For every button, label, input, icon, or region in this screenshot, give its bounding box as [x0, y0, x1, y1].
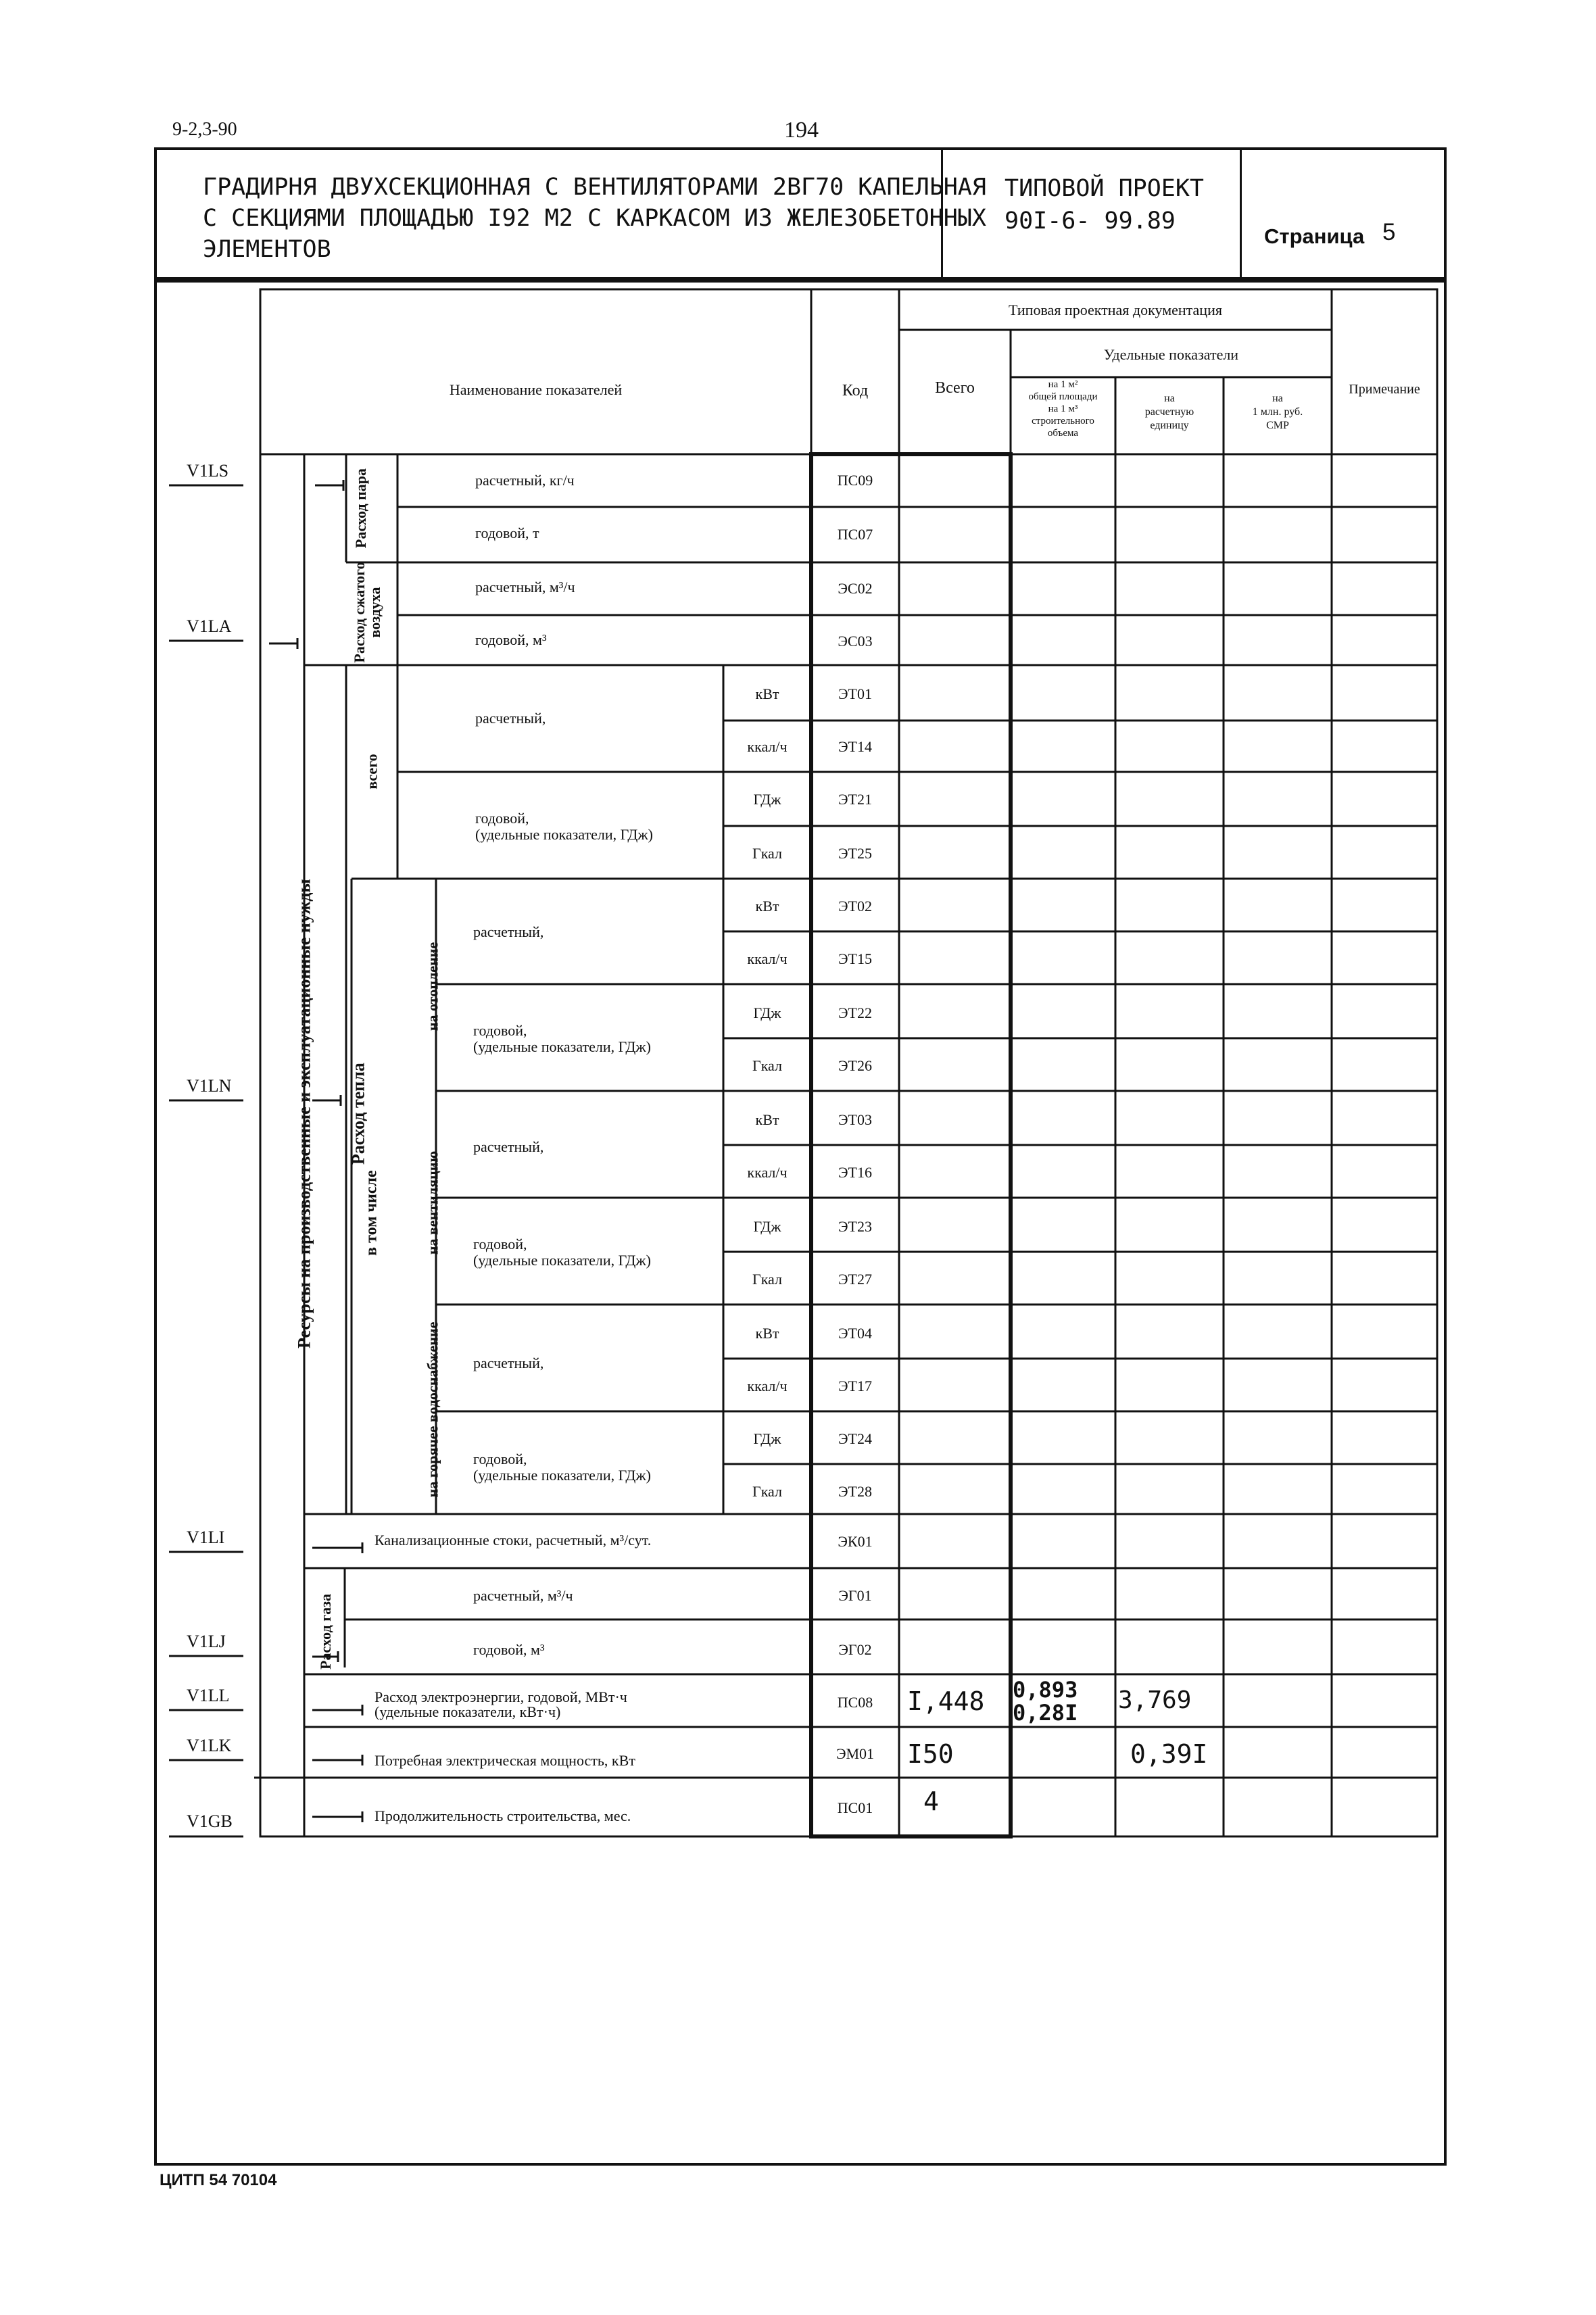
row-vent-year-l2: (удельные показатели, ГДж) [473, 1252, 651, 1269]
row-total-calc: расчетный, [475, 710, 546, 727]
row-air-calc: расчетный, м³/ч [475, 579, 575, 595]
code-et17: ЭТ17 [838, 1378, 872, 1394]
per-area-l2: общей площади [1028, 391, 1098, 402]
row-vent-calc: расчетный, [473, 1138, 544, 1155]
code-eg01: ЭГ01 [838, 1587, 872, 1604]
side-code-v1ll: V1LL [187, 1686, 230, 1705]
side-code-v1la: V1LA [187, 616, 232, 636]
side-code-v1li: V1LI [187, 1528, 225, 1547]
value-duration-total: 4 [923, 1786, 939, 1816]
row-hw-year-l2: (удельные показатели, ГДж) [473, 1467, 651, 1484]
per-area-l5: объема [1047, 428, 1079, 439]
per-area-l1: на 1 м² [1048, 379, 1078, 390]
unit-kcal-3: ккал/ч [747, 1164, 788, 1181]
per-mln-l3: СМР [1266, 420, 1289, 431]
unit-kw-4: кВт [755, 1325, 779, 1342]
unit-gj-3: ГДж [753, 1218, 781, 1235]
row-gas-calc: расчетный, м³/ч [473, 1587, 573, 1604]
col-name-header: Наименование показателей [449, 381, 623, 398]
group-resources: Ресурсы на производственные и эксплуатационные нужды [294, 879, 314, 1348]
code-et03: ЭТ03 [838, 1111, 872, 1128]
page-number: 194 [784, 118, 819, 143]
row-elec-l1: Расход электроэнергии, годовой, МВт·ч [374, 1688, 627, 1705]
group-air-label: Расход сжатого воздуха [351, 562, 384, 663]
side-code-v1lj: V1LJ [187, 1632, 226, 1651]
col-docs-header: Типовая проектная документация [1009, 301, 1222, 318]
side-code-v1lk: V1LK [187, 1736, 232, 1755]
page-value: 5 [1382, 219, 1396, 245]
footer-code: ЦИТП 54 70104 [160, 2171, 277, 2189]
title-line-3: ЭЛЕМЕНТОВ [203, 236, 331, 263]
code-et15: ЭТ15 [838, 950, 872, 967]
group-steam-label: Расход пара [352, 468, 369, 548]
group-hot-water: на горячее водоснабжение [424, 1321, 441, 1498]
unit-gcal-4: Гкал [752, 1483, 782, 1500]
value-elec-area-1: 0,893 [1013, 1677, 1078, 1703]
code-et28: ЭТ28 [838, 1483, 872, 1500]
code-et01: ЭТ01 [838, 685, 872, 702]
group-ventilation: на вентиляцию [424, 1150, 441, 1255]
row-vent-year-l1: годовой, [473, 1236, 527, 1252]
col-code-header: Код [842, 382, 869, 399]
row-steam-year: годовой, т [475, 525, 539, 541]
row-total-year-l2: (удельные показатели, ГДж) [475, 826, 653, 843]
group-incl: в том числе [362, 1170, 381, 1256]
group-steam [353, 454, 391, 562]
code-et27: ЭТ27 [838, 1271, 872, 1288]
code-et24: ЭТ24 [838, 1430, 872, 1447]
code-eg02: ЭГ02 [838, 1641, 872, 1658]
value-elec-total: I,448 [907, 1686, 985, 1716]
unit-gj-4: ГДж [753, 1430, 781, 1447]
per-area-l4: строительного [1032, 416, 1094, 427]
code-ek01: ЭК01 [838, 1533, 873, 1550]
group-heat: Расход тепла [348, 1063, 368, 1165]
row-elec-l2: (удельные показатели, кВт·ч) [374, 1703, 561, 1720]
per-unit-l2: расчетную [1144, 406, 1194, 418]
unit-kcal-1: ккал/ч [747, 738, 788, 755]
per-mln-l2: 1 млн. руб. [1252, 406, 1303, 418]
unit-kcal-4: ккал/ч [747, 1378, 788, 1394]
value-elec-unit: 3,769 [1118, 1686, 1192, 1714]
page-label: Страница [1264, 224, 1365, 248]
unit-kw-3: кВт [755, 1111, 779, 1128]
row-air-year: годовой, м³ [475, 631, 547, 648]
unit-gcal-2: Гкал [752, 1057, 782, 1074]
project-number: 90I-6- 99.89 [1005, 208, 1176, 235]
unit-gcal-1: Гкал [752, 845, 782, 862]
code-et25: ЭТ25 [838, 845, 872, 862]
code-ec03: ЭС03 [838, 633, 873, 650]
code-et02: ЭТ02 [838, 898, 872, 915]
row-heating-calc: расчетный, [473, 923, 544, 940]
row-total-year-l1: годовой, [475, 810, 529, 827]
value-power-unit: 0,39I [1130, 1739, 1208, 1769]
code-et26: ЭТ26 [838, 1057, 872, 1074]
code-em01: ЭМ01 [836, 1745, 875, 1762]
code-et22: ЭТ22 [838, 1004, 872, 1021]
unit-kcal-2: ккал/ч [747, 950, 788, 967]
side-code-v1gb: V1GB [187, 1811, 233, 1831]
side-code-v1ls: V1LS [187, 461, 229, 481]
row-steam-calc: расчетный, кг/ч [475, 472, 575, 489]
unit-kw-2: кВт [755, 898, 779, 915]
row-gas-year: годовой, м³ [473, 1641, 545, 1658]
row-power: Потребная электрическая мощность, кВт [374, 1752, 635, 1769]
group-gas [318, 1578, 358, 1686]
row-hw-calc: расчетный, [473, 1355, 544, 1371]
code-ec02: ЭС02 [838, 580, 873, 597]
per-mln-l1: на [1272, 393, 1283, 404]
col-specific-header: Удельные показатели [1103, 346, 1239, 363]
row-sewage: Канализационные стоки, расчетный, м³/сут. [374, 1532, 652, 1549]
value-elec-area-2: 0,28I [1013, 1700, 1078, 1726]
code-pc09: ПС09 [837, 472, 873, 489]
per-unit-l3: единицу [1150, 420, 1189, 431]
group-heating: на отопление [424, 942, 441, 1031]
unit-gcal-3: Гкал [752, 1271, 782, 1288]
per-area-l3: на 1 м³ [1048, 404, 1078, 414]
code-et21: ЭТ21 [838, 791, 872, 808]
group-gas-label: Расход газа [317, 1594, 334, 1670]
code-pc08: ПС08 [837, 1694, 873, 1711]
code-et04: ЭТ04 [838, 1325, 872, 1342]
side-code-v1ln: V1LN [187, 1076, 232, 1096]
group-air [352, 558, 392, 666]
group-total: всего [363, 754, 381, 789]
project-label: ТИПОВОЙ ПРОЕКТ [1005, 175, 1205, 202]
left-code: 9-2,3-90 [172, 119, 237, 140]
unit-gj-2: ГДж [753, 1004, 781, 1021]
code-pc01: ПС01 [837, 1799, 873, 1816]
code-et16: ЭТ16 [838, 1164, 872, 1181]
unit-kw-1: кВт [755, 685, 779, 702]
title-line-2: С СЕКЦИЯМИ ПЛОЩАДЬЮ I92 М2 С КАРКАСОМ ИЗ ЖЕЛЕЗОБЕТОННЫХ [203, 205, 986, 232]
code-et14: ЭТ14 [838, 738, 872, 755]
unit-gj-1: ГДж [753, 791, 781, 808]
row-duration: Продолжительность строительства, мес. [374, 1807, 631, 1824]
row-heating-year-l1: годовой, [473, 1022, 527, 1039]
row-heating-year-l2: (удельные показатели, ГДж) [473, 1038, 651, 1055]
title-line-1: ГРАДИРНЯ ДВУХСЕКЦИОННАЯ С ВЕНТИЛЯТОРАМИ 2ВГ70 КАПЕЛЬНАЯ [203, 174, 986, 201]
per-unit-l1: на [1164, 393, 1175, 404]
col-note-header: Примечание [1349, 382, 1420, 397]
col-total-header: Всего [935, 379, 975, 397]
code-pc07: ПС07 [837, 526, 873, 543]
value-power-total: I50 [907, 1739, 954, 1769]
row-hw-year-l1: годовой, [473, 1451, 527, 1467]
code-et23: ЭТ23 [838, 1218, 872, 1235]
